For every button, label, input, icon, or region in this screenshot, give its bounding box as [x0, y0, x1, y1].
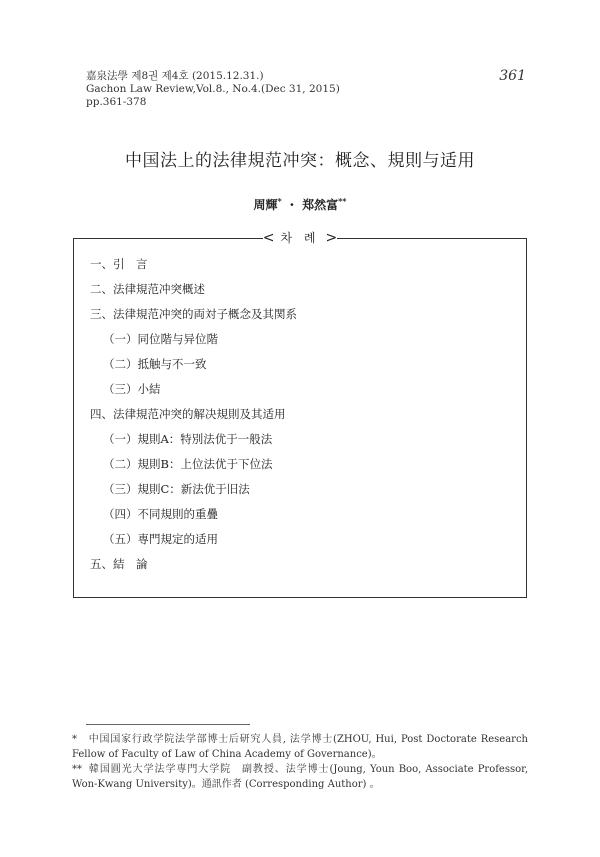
toc-item: 三、法律規范冲突的両対子概念及其関系	[90, 307, 297, 321]
toc-item: 四、法律規范冲突的解决規則及其适用	[90, 407, 286, 421]
footnote-2-mark: **	[72, 764, 82, 775]
footnote-2-text: 韓国圓光大学法学専門大学院 副教授、法学博士(Joung, Youn Boo, Associate Professor, Won-Kwang University)。通訊作者 (Corresponding Author) 。	[72, 764, 528, 790]
journal-header-line-1: 嘉泉法學 제8권 제4호 (2015.12.31.)	[86, 70, 264, 82]
toc-subitem: （一）規則A：特別法优于一般法	[103, 432, 273, 446]
toc-item: 一、引 言	[90, 257, 148, 271]
footnote-1	[72, 732, 528, 762]
author-2: 郑然富	[302, 198, 339, 212]
toc-subitem: （三）小結	[103, 382, 161, 396]
toc-item: 二、法律規范冲突概述	[90, 282, 205, 296]
footnote-2	[72, 762, 528, 792]
journal-header	[86, 70, 340, 109]
toc-list	[90, 255, 297, 580]
journal-header-line-3: pp.361-378	[86, 96, 147, 108]
author-1: 周輝	[253, 198, 278, 212]
toc-subitem: （三）規則C：新法优于旧法	[103, 482, 250, 496]
toc-subitem: （四）不同規則的重疊	[103, 507, 218, 521]
journal-header-line-2: Gachon Law Review,Vol.8., No.4.(Dec 31, 2015)	[86, 83, 340, 95]
footnote-1-text: 中国国家行政学院法学部博士后研究人員, 法学博士(ZHOU, Hui, Post Doctorate Research Fellow of Faculty of Law of China Academy of Governance)。	[72, 734, 528, 760]
chevron-right-icon: >	[325, 230, 338, 246]
toc-subitem: （五）専門規定的适用	[103, 532, 218, 546]
toc-heading-text: 차 례	[275, 231, 326, 245]
author-separator: ・	[285, 198, 298, 212]
toc-subitem: （一）同位階与异位階	[103, 332, 218, 346]
footnote-divider	[86, 724, 250, 725]
footnote-1-mark: *	[72, 734, 77, 745]
toc-subitem: （二）規則B：上位法优于下位法	[103, 457, 273, 471]
page-number: 361	[499, 68, 526, 84]
author-2-mark: **	[338, 196, 347, 206]
toc-heading	[0, 229, 600, 246]
chevron-left-icon: <	[262, 230, 275, 246]
authors	[0, 196, 600, 213]
paper-title: 中国法上的法律規范冲突：概念、規則与适用	[125, 151, 475, 171]
toc-item: 五、結 論	[90, 557, 148, 571]
author-1-mark: *	[277, 196, 282, 206]
toc-subitem: （二）抵触与不一致	[103, 357, 207, 371]
